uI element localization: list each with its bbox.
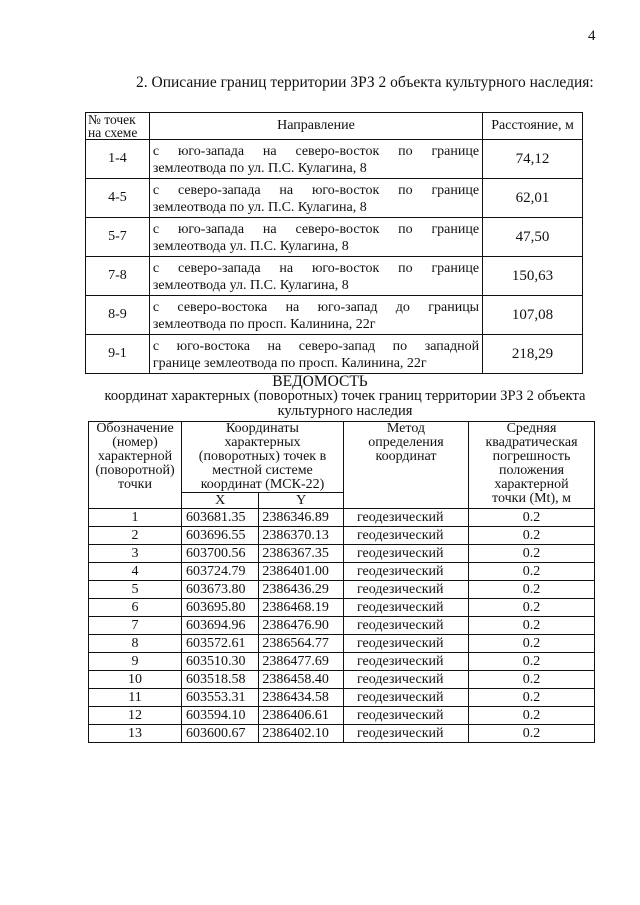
distance-header: Расстояние, м [483,113,583,140]
boundary-table-header [86,113,583,140]
method-cell: геодезический [344,509,469,527]
vedomost-subtitle-line: культурного наследия [277,403,413,419]
header-line: (номер) [112,435,158,450]
header-line: (поворотных) точек в [198,449,327,464]
x-cell: 603681.35 [182,509,259,527]
points-header-line: на схеме [88,125,138,140]
direction-line: с северо-востока на юго-запад до границы [152,299,480,315]
y-cell: 2386434.58 [259,689,344,707]
designation-header [89,422,182,509]
error-cell: 0.2 [469,707,595,725]
method-cell: геодезический [344,671,469,689]
error-cell: 0.2 [469,653,595,671]
header-line: координат [375,449,437,464]
coords-row [89,653,595,671]
vedomost-subtitle-line: координат характерных (поворотных) точек границ территории ЗРЗ 2 объекта [104,388,586,404]
vedomost-subtitle [90,389,600,419]
point-number-cell: 1 [89,509,182,527]
header-line: местной системе [212,463,313,478]
header-line: положения [498,463,565,478]
distance-cell: 74,12 [483,140,583,179]
vedomost-title: ВЕДОМОСТЬ [272,373,368,390]
points-cell: 1-4 [86,140,150,179]
coords-row [89,563,595,581]
x-cell: 603594.10 [182,707,259,725]
header-line: Обозначение [96,421,174,436]
error-cell: 0.2 [469,725,595,743]
error-cell: 0.2 [469,599,595,617]
coords-row [89,527,595,545]
coords-row [89,707,595,725]
coords-row [89,599,595,617]
method-cell: геодезический [344,581,469,599]
direction-cell [149,218,482,257]
point-number-cell: 3 [89,545,182,563]
header-line: Координаты [226,421,299,436]
distance-cell: 150,63 [483,257,583,296]
y-header: Y [259,493,344,509]
y-cell: 2386367.35 [259,545,344,563]
y-cell: 2386436.29 [259,581,344,599]
direction-header: Направление [149,113,482,140]
coords-row [89,671,595,689]
header-line: характерной [494,477,569,492]
method-cell: геодезический [344,725,469,743]
header-line: (поворотной) [95,463,175,478]
point-number-cell: 4 [89,563,182,581]
section-title: 2. Описание границ территории ЗРЗ 2 объекта культурного наследия: [136,74,594,91]
coords-row [89,581,595,599]
x-header: X [182,493,259,509]
coords-row [89,635,595,653]
coords-row [89,545,595,563]
x-cell: 603510.30 [182,653,259,671]
error-cell: 0.2 [469,545,595,563]
distance-cell: 218,29 [483,335,583,374]
error-cell: 0.2 [469,635,595,653]
boundary-row [86,218,583,257]
coords-row [89,689,595,707]
method-cell: геодезический [344,563,469,581]
direction-line: землеотвода по ул. П.С. Кулагина, 8 [152,199,367,215]
x-cell: 603694.96 [182,617,259,635]
header-line: характерной [97,449,173,464]
points-cell: 7-8 [86,257,150,296]
y-cell: 2386468.19 [259,599,344,617]
method-cell: геодезический [344,707,469,725]
distance-cell: 107,08 [483,296,583,335]
coordinates-table [88,421,595,743]
coords-table-header [89,422,595,493]
direction-line: с северо-запада на юго-восток по границе [152,260,480,276]
x-cell: 603724.79 [182,563,259,581]
point-number-cell: 9 [89,653,182,671]
direction-line: границе землеотвода по просп. Калинина, 22г [152,355,427,371]
points-cell: 8-9 [86,296,150,335]
x-cell: 603518.58 [182,671,259,689]
points-cell: 9-1 [86,335,150,374]
header-line: погрешность [492,449,571,464]
x-cell: 603600.67 [182,725,259,743]
error-header [469,422,595,509]
direction-line: землеотвода ул. П.С. Кулагина, 8 [152,277,349,293]
method-cell: геодезический [344,653,469,671]
direction-line: с юго-запада на северо-восток по границе [152,221,480,237]
direction-cell [149,296,482,335]
x-cell: 603695.80 [182,599,259,617]
header-line: координат (МСК-22) [200,477,325,492]
point-number-cell: 5 [89,581,182,599]
method-cell: геодезический [344,617,469,635]
header-line: точки [118,477,152,492]
coords-row [89,725,595,743]
method-cell: геодезический [344,635,469,653]
points-header-line: № точек [88,112,136,127]
boundary-row [86,257,583,296]
coords-row [89,617,595,635]
error-cell: 0.2 [469,527,595,545]
boundary-row [86,140,583,179]
header-line: определения [368,435,444,450]
error-cell: 0.2 [469,581,595,599]
direction-line: с юго-востока на северо-запад по западной [152,338,480,354]
points-header [86,113,150,140]
boundary-row [86,179,583,218]
points-cell: 4-5 [86,179,150,218]
y-cell: 2386458.40 [259,671,344,689]
method-cell: геодезический [344,689,469,707]
point-number-cell: 6 [89,599,182,617]
y-cell: 2386370.13 [259,527,344,545]
error-cell: 0.2 [469,671,595,689]
point-number-cell: 2 [89,527,182,545]
x-cell: 603700.56 [182,545,259,563]
header-line: точки (Mt), м [492,491,571,506]
direction-cell [149,179,482,218]
x-cell: 603696.55 [182,527,259,545]
header-line: характерных [224,435,301,450]
page-number: 4 [588,28,596,44]
error-cell: 0.2 [469,563,595,581]
point-number-cell: 7 [89,617,182,635]
point-number-cell: 8 [89,635,182,653]
distance-cell: 62,01 [483,179,583,218]
y-cell: 2386346.89 [259,509,344,527]
point-number-cell: 13 [89,725,182,743]
direction-cell [149,335,482,374]
coords-row [89,509,595,527]
method-cell: геодезический [344,545,469,563]
point-number-cell: 12 [89,707,182,725]
direction-line: землеотвода ул. П.С. Кулагина, 8 [152,238,349,254]
error-cell: 0.2 [469,617,595,635]
x-cell: 603673.80 [182,581,259,599]
y-cell: 2386402.10 [259,725,344,743]
method-cell: геодезический [344,527,469,545]
boundary-row [86,296,583,335]
direction-line: землеотвода по просп. Калинина, 22г [152,316,376,332]
point-number-cell: 10 [89,671,182,689]
boundary-row [86,335,583,374]
distance-cell: 47,50 [483,218,583,257]
y-cell: 2386401.00 [259,563,344,581]
y-cell: 2386406.61 [259,707,344,725]
y-cell: 2386477.69 [259,653,344,671]
error-cell: 0.2 [469,509,595,527]
header-line: квадратическая [485,435,578,450]
x-cell: 603553.31 [182,689,259,707]
direction-line: с юго-запада на северо-восток по границе [152,143,480,159]
y-cell: 2386476.90 [259,617,344,635]
method-cell: геодезический [344,599,469,617]
direction-line: землеотвода по ул. П.С. Кулагина, 8 [152,160,367,176]
x-cell: 603572.61 [182,635,259,653]
method-header [344,422,469,509]
error-cell: 0.2 [469,689,595,707]
header-line: Метод [386,421,426,436]
boundary-description-table [85,112,583,374]
direction-line: с северо-запада на юго-восток по границе [152,182,480,198]
coords-header [182,422,344,493]
direction-cell [149,257,482,296]
header-line: Средняя [506,421,557,436]
direction-cell [149,140,482,179]
y-cell: 2386564.77 [259,635,344,653]
points-cell: 5-7 [86,218,150,257]
point-number-cell: 11 [89,689,182,707]
